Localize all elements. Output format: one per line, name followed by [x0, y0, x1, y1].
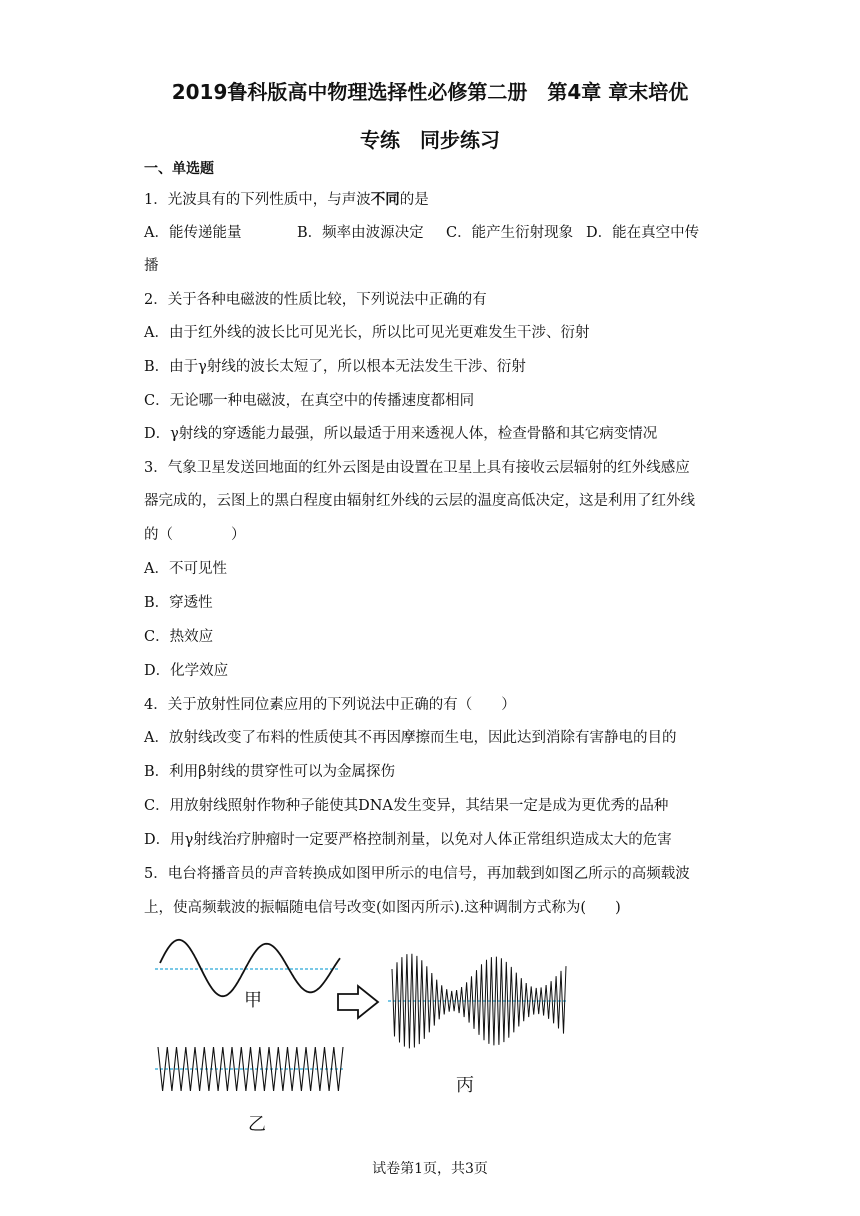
q3-stem-line1: 3．气象卫星发送回地面的红外云图是由设置在卫星上具有接收云层辐射的红外线感应: [144, 460, 690, 476]
q4-option-d: D．用γ射线治疗肿瘤时一定要严格控制剂量，以免对人体正常组织造成太大的危害: [144, 832, 672, 848]
section-heading: 一、单选题: [144, 161, 214, 177]
q1-option-d-continued: 播: [144, 258, 159, 274]
q2-stem: 2．关于各种电磁波的性质比较，下列说法中正确的有: [144, 292, 487, 308]
figure-label-bing: 丙: [456, 1075, 474, 1096]
q1-option-c: C．能产生衍射现象: [446, 225, 574, 241]
q2-option-c: C．无论哪一种电磁波，在真空中的传播速度都相同: [144, 393, 475, 409]
page-footer: 试卷第1页，共3页: [372, 1161, 488, 1177]
q4-option-a: A．放射线改变了布料的性质使其不再因摩擦而生电，因此达到消除有害静电的目的: [144, 730, 677, 746]
q1-option-d: D．能在真空中传: [586, 225, 700, 241]
page-title-line2: 专练 同步练习: [360, 128, 500, 152]
arrow-icon: [338, 986, 378, 1018]
q1-option-b: B．频率由波源决定: [297, 225, 424, 241]
q4-option-b: B．利用β射线的贯穿性可以为金属探伤: [144, 764, 396, 780]
q3-option-a: A．不可见性: [144, 561, 227, 577]
q1-stem-bold: 不同: [370, 192, 400, 208]
q1-stem-pre: 1．光波具有的下列性质中，与声波: [144, 192, 371, 208]
q5-stem-line2: 上，使高频载波的振幅随电信号改变(如图丙所示).这种调制方式称为( ): [144, 900, 621, 916]
figure-label-yi: 乙: [248, 1114, 266, 1135]
q3-option-b: B．穿透性: [144, 595, 213, 611]
q2-option-d: D．γ射线的穿透能力最强，所以最适于用来透视人体，检查骨骼和其它病变情况: [144, 426, 658, 442]
q3-stem-line3: 的（ ）: [144, 527, 246, 543]
q2-option-b: B．由于γ射线的波长太短了，所以根本无法发生干涉、衍射: [144, 359, 526, 375]
q3-option-c: C．热效应: [144, 629, 214, 645]
q3-stem-line2: 器完成的，云图上的黑白程度由辐射红外线的云层的温度高低决定，这是利用了红外线: [144, 493, 695, 509]
q4-stem: 4．关于放射性同位素应用的下列说法中正确的有（ ）: [144, 697, 516, 713]
figure-label-jia: 甲: [244, 990, 262, 1011]
q3-option-d: D．化学效应: [144, 663, 229, 679]
q4-option-c: C．用放射线照射作物种子能使其DNA发生变异，其结果一定是成为更优秀的品种: [144, 798, 669, 814]
q2-option-a: A．由于红外线的波长比可见光长，所以比可见光更难发生干涉、衍射: [144, 325, 590, 341]
page-title-line1: 2019鲁科版高中物理选择性必修第二册 第4章 章末培优: [171, 80, 689, 104]
q1-option-a: A．能传递能量: [144, 225, 242, 241]
q5-stem-line1: 5．电台将播音员的声音转换成如图甲所示的电信号，再加载到如图乙所示的高频载波: [144, 866, 690, 882]
q1-stem-post: 的是: [399, 192, 429, 208]
